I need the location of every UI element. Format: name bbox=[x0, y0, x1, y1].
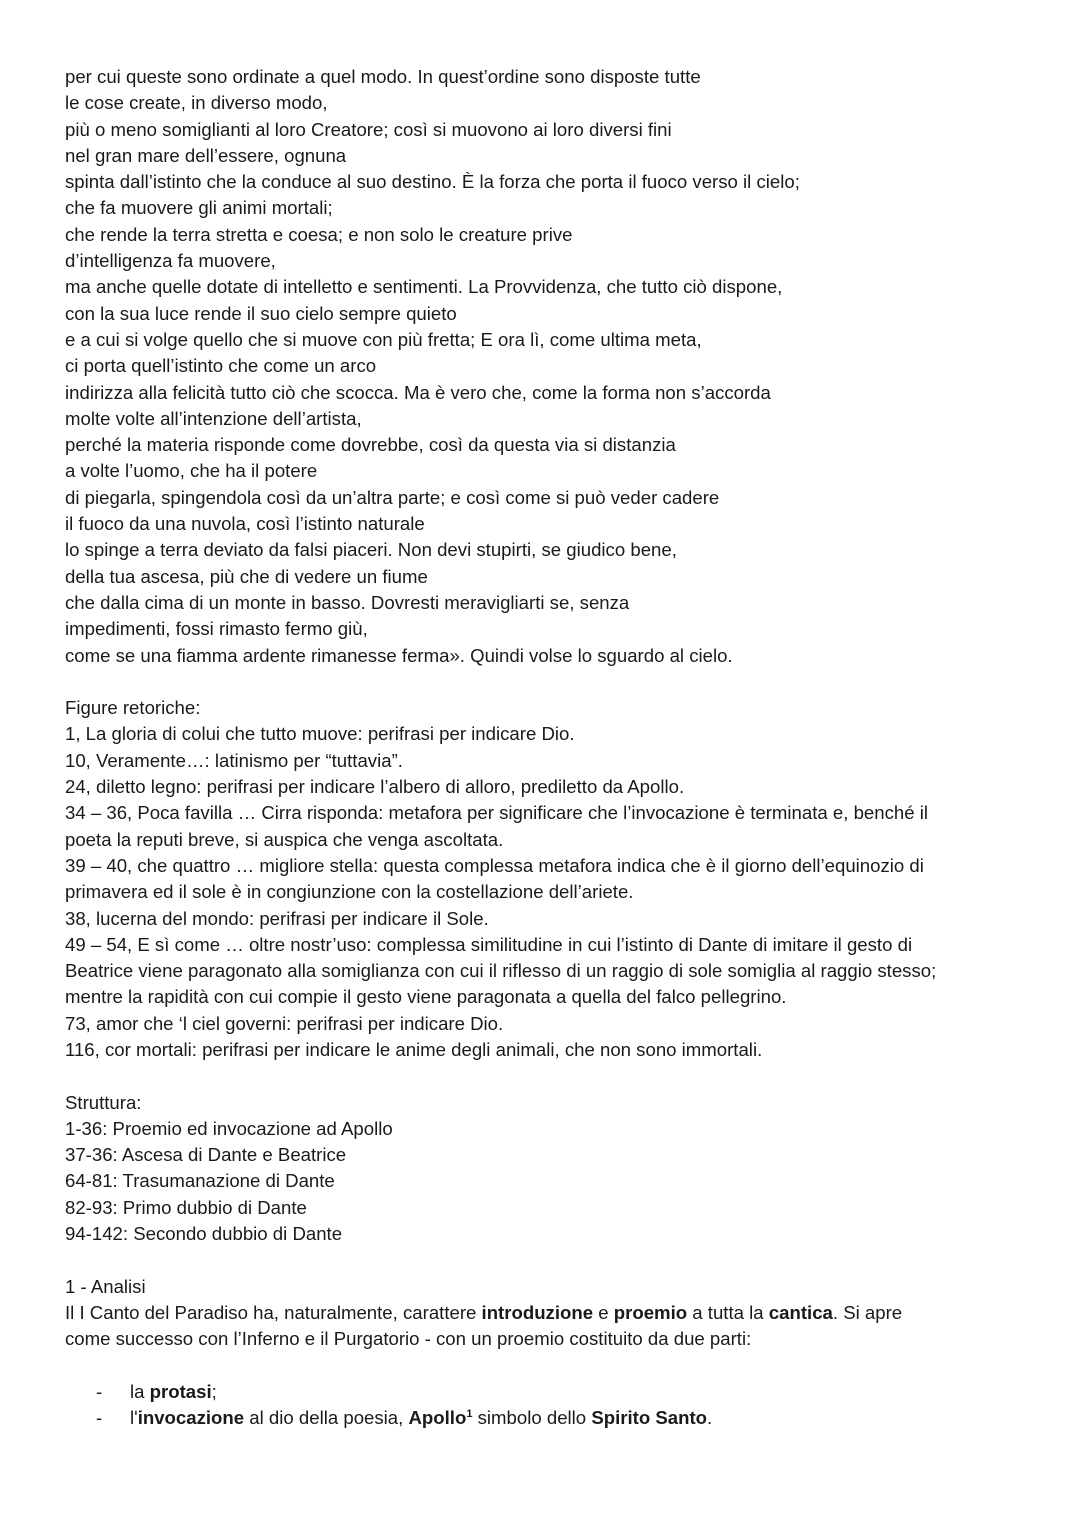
translation-line: ma anche quelle dotate di intelletto e sentimenti. La Provvidenza, che tutto ciò dispone, bbox=[65, 276, 783, 298]
struttura-line: 94-142: Secondo dubbio di Dante bbox=[65, 1223, 343, 1245]
figure-line: 116, cor mortali: perifrasi per indicare le anime degli animali, che non sono immortali. bbox=[65, 1038, 763, 1060]
figure-line: 73, amor che ‘l ciel governi: perifrasi per indicare Dio. bbox=[65, 1012, 504, 1034]
translation-line: a volte l’uomo, che ha il potere bbox=[65, 460, 318, 482]
bullet-list bbox=[65, 1379, 1025, 1432]
text-run: Il I Canto del Paradiso ha, naturalmente, carattere bbox=[65, 1301, 482, 1323]
bullet-dash: - bbox=[96, 1380, 103, 1402]
text-run: e bbox=[593, 1301, 614, 1323]
translation-line: che dalla cima di un monte in basso. Dovresti meravigliarti se, senza bbox=[65, 591, 630, 613]
figure-line: 39 – 40, che quattro … migliore stella: questa complessa metafora indica che è il giorno dell’equinozio di bbox=[65, 854, 924, 876]
bold-term: cantica bbox=[768, 1301, 833, 1323]
translation-line: della tua ascesa, più che di vedere un fiume bbox=[65, 565, 428, 587]
translation-line: nel gran mare dell’essere, ognuna bbox=[65, 144, 347, 166]
translation-line: d’intelligenza fa muovere, bbox=[65, 250, 276, 272]
figure-line: 24, diletto legno: perifrasi per indicare l’albero di alloro, prediletto da Apollo. bbox=[65, 776, 685, 798]
bold-term: invocazione bbox=[137, 1407, 245, 1429]
list-item bbox=[65, 1405, 1025, 1431]
figure-line: 10, Veramente…: latinismo per “tuttavia”. bbox=[65, 749, 403, 771]
struttura-line: 37-36: Ascesa di Dante e Beatrice bbox=[65, 1144, 347, 1166]
translation-line: come se una fiamma ardente rimanesse ferma». Quindi volse lo sguardo al cielo. bbox=[65, 644, 733, 666]
text-run: a tutta la bbox=[687, 1301, 769, 1323]
text-run: simbolo dello bbox=[472, 1407, 592, 1429]
translation-section bbox=[65, 64, 1025, 669]
footnote-marker[interactable]: 1 bbox=[466, 1407, 473, 1420]
figure-line: 1, La gloria di colui che tutto muove: perifrasi per indicare Dio. bbox=[65, 723, 575, 745]
section-heading: Figure retoriche: bbox=[65, 697, 201, 719]
translation-line: che rende la terra stretta e coesa; e non solo le creature prive bbox=[65, 223, 573, 245]
analisi-paragraph-line: come successo con l’Inferno e il Purgatorio - con un proemio costituito da due parti: bbox=[65, 1328, 752, 1350]
spacer bbox=[65, 1063, 1025, 1089]
translation-line: spinta dall’istinto che la conduce al suo destino. È la forza che porta il fuoco verso il cielo; bbox=[65, 171, 800, 193]
translation-line: impedimenti, fossi rimasto fermo giù, bbox=[65, 618, 368, 640]
translation-line: perché la materia risponde come dovrebbe, così da questa via si distanzia bbox=[65, 434, 676, 456]
struttura-section bbox=[65, 1090, 1025, 1248]
bold-term: protasi bbox=[149, 1380, 212, 1402]
text-run: al dio della poesia, bbox=[244, 1407, 409, 1429]
list-item bbox=[65, 1379, 1025, 1405]
figure-line: 49 – 54, E sì come … oltre nostr’uso: complessa similitudine in cui l’istinto di Dante di imitare il gesto di bbox=[65, 933, 913, 955]
document-page bbox=[65, 64, 1025, 1431]
bold-term: Spirito Santo bbox=[591, 1407, 708, 1429]
section-heading: 1 - Analisi bbox=[65, 1275, 146, 1297]
figure-retoriche-section bbox=[65, 695, 1025, 1063]
figure-line: poeta la reputi breve, si auspica che venga ascoltata. bbox=[65, 828, 504, 850]
translation-line: ci porta quell’istinto che come un arco bbox=[65, 355, 377, 377]
translation-line: le cose create, in diverso modo, bbox=[65, 92, 328, 114]
translation-line: con la sua luce rende il suo cielo sempre quieto bbox=[65, 302, 457, 324]
text-run: l' bbox=[130, 1407, 138, 1429]
spacer bbox=[65, 1353, 1025, 1379]
bold-term: proemio bbox=[613, 1301, 688, 1323]
translation-line: per cui queste sono ordinate a quel modo. In quest’ordine sono disposte tutte bbox=[65, 66, 701, 87]
translation-line: che fa muovere gli animi mortali; bbox=[65, 197, 333, 219]
bold-term: introduzione bbox=[481, 1301, 594, 1323]
figure-line: 34 – 36, Poca favilla … Cirra risponda: metafora per significare che l’invocazione è terminata e, benché il bbox=[65, 802, 928, 824]
spacer bbox=[65, 669, 1025, 695]
struttura-line: 82-93: Primo dubbio di Dante bbox=[65, 1196, 307, 1218]
bullet-dash: - bbox=[96, 1407, 103, 1429]
text-run: la bbox=[130, 1380, 150, 1402]
figure-line: 38, lucerna del mondo: perifrasi per indicare il Sole. bbox=[65, 907, 489, 929]
text-run: . bbox=[707, 1407, 713, 1429]
figure-line: primavera ed il sole è in congiunzione con la costellazione dell’ariete. bbox=[65, 881, 634, 903]
translation-line: il fuoco da una nuvola, così l’istinto naturale bbox=[65, 513, 425, 535]
text-run: . Si apre bbox=[832, 1301, 903, 1323]
translation-line: indirizza alla felicità tutto ciò che scocca. Ma è vero che, come la forma non s’accorda bbox=[65, 381, 771, 403]
text-run: ; bbox=[211, 1380, 217, 1402]
struttura-line: 64-81: Trasumanazione di Dante bbox=[65, 1170, 335, 1192]
translation-line: molte volte all’intenzione dell’artista, bbox=[65, 407, 362, 429]
figure-line: Beatrice viene paragonato alla somiglianza con cui il riflesso di un raggio di sole somiglia al raggio stesso; bbox=[65, 960, 937, 982]
translation-line: lo spinge a terra deviato da falsi piaceri. Non devi stupirti, se giudico bene, bbox=[65, 539, 677, 561]
spacer bbox=[65, 1247, 1025, 1273]
translation-line: più o meno somiglianti al loro Creatore; così si muovono ai loro diversi fini bbox=[65, 118, 672, 140]
section-heading: Struttura: bbox=[65, 1091, 142, 1113]
bold-term: Apollo bbox=[408, 1407, 467, 1429]
figure-line: mentre la rapidità con cui compie il gesto viene paragonata a quella del falco pellegrino. bbox=[65, 986, 787, 1008]
struttura-line: 1-36: Proemio ed invocazione ad Apollo bbox=[65, 1117, 393, 1139]
translation-line: di piegarla, spingendola così da un’altra parte; e così come si può veder cadere bbox=[65, 486, 720, 508]
translation-line: e a cui si volge quello che si muove con più fretta; E ora lì, come ultima meta, bbox=[65, 328, 702, 350]
analisi-paragraph-line bbox=[65, 1300, 1025, 1326]
analisi-section bbox=[65, 1274, 1025, 1432]
